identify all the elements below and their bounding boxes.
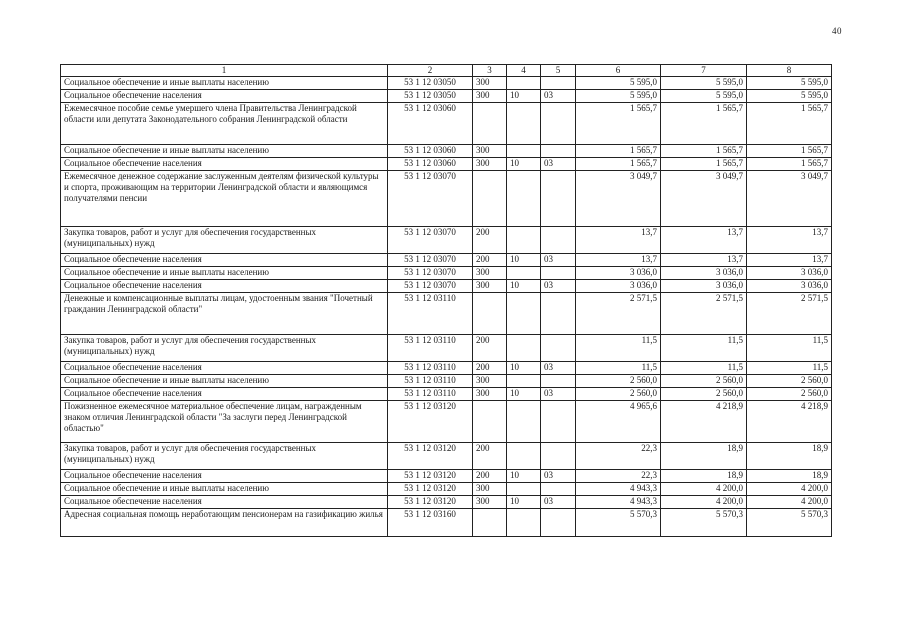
row-code-cell: 53 1 12 03160 <box>388 509 473 537</box>
row-value-col8: 5 595,0 <box>747 77 832 90</box>
row-col5-cell <box>541 267 576 280</box>
table-row <box>61 375 832 388</box>
header-col-1: 1 <box>61 65 388 77</box>
row-col3-cell: 300 <box>473 267 507 280</box>
row-value-col8: 18,9 <box>747 470 832 483</box>
row-col4-cell <box>507 483 541 496</box>
row-name-cell: Социальное обеспечение населения <box>61 470 388 483</box>
row-value-col6: 1 565,7 <box>576 158 661 171</box>
budget-table <box>60 64 832 537</box>
table-row <box>61 362 832 375</box>
row-value-col8: 11,5 <box>747 362 832 375</box>
row-col5-cell <box>541 145 576 158</box>
row-name-cell: Денежные и компенсационные выплаты лицам, удостоенным звания "Почетный гражданин Ленинградской области" <box>61 293 388 335</box>
row-col5-cell <box>541 171 576 227</box>
row-value-col7: 1 565,7 <box>661 145 747 158</box>
row-col5-cell <box>541 401 576 443</box>
row-col4-cell <box>507 443 541 470</box>
row-value-col6: 5 595,0 <box>576 77 661 90</box>
row-col3-cell: 300 <box>473 90 507 103</box>
row-name-cell: Пожизненное ежемесячное материальное обеспечение лицам, награжденным знаком отличия Ленинградской области "За заслуги перед Ленинградской областью" <box>61 401 388 443</box>
row-col3-cell: 300 <box>473 145 507 158</box>
row-col4-cell <box>507 267 541 280</box>
row-value-col8: 3 036,0 <box>747 280 832 293</box>
row-value-col7: 11,5 <box>661 335 747 362</box>
row-value-col6: 4 943,3 <box>576 483 661 496</box>
row-name-cell: Социальное обеспечение населения <box>61 158 388 171</box>
row-col3-cell: 200 <box>473 227 507 254</box>
row-col5-cell: 03 <box>541 254 576 267</box>
row-name-cell: Социальное обеспечение и иные выплаты населению <box>61 267 388 280</box>
row-value-col7: 2 560,0 <box>661 388 747 401</box>
header-col-7: 7 <box>661 65 747 77</box>
row-value-col6: 22,3 <box>576 470 661 483</box>
row-col3-cell: 300 <box>473 388 507 401</box>
row-col3-cell <box>473 509 507 537</box>
row-col3-cell: 300 <box>473 77 507 90</box>
row-col5-cell: 03 <box>541 362 576 375</box>
row-col4-cell <box>507 293 541 335</box>
row-name-cell: Социальное обеспечение населения <box>61 388 388 401</box>
row-value-col7: 13,7 <box>661 227 747 254</box>
row-col4-cell <box>507 145 541 158</box>
table-row <box>61 483 832 496</box>
row-col4-cell: 10 <box>507 280 541 293</box>
table-row <box>61 470 832 483</box>
row-code-cell: 53 1 12 03050 <box>388 77 473 90</box>
header-col-3: 3 <box>473 65 507 77</box>
header-col-6: 6 <box>576 65 661 77</box>
row-col4-cell: 10 <box>507 496 541 509</box>
row-name-cell: Закупка товаров, работ и услуг для обеспечения государственных (муниципальных) нужд <box>61 443 388 470</box>
row-col3-cell <box>473 171 507 227</box>
row-col3-cell: 300 <box>473 280 507 293</box>
row-value-col8: 4 218,9 <box>747 401 832 443</box>
row-col3-cell: 200 <box>473 254 507 267</box>
row-name-cell: Социальное обеспечение населения <box>61 362 388 375</box>
row-value-col6: 5 595,0 <box>576 90 661 103</box>
row-value-col7: 2 571,5 <box>661 293 747 335</box>
row-code-cell: 53 1 12 03120 <box>388 483 473 496</box>
row-name-cell: Социальное обеспечение населения <box>61 254 388 267</box>
row-col4-cell: 10 <box>507 254 541 267</box>
header-col-5: 5 <box>541 65 576 77</box>
row-value-col7: 18,9 <box>661 470 747 483</box>
row-col3-cell: 200 <box>473 362 507 375</box>
row-col3-cell <box>473 103 507 145</box>
row-col5-cell <box>541 77 576 90</box>
row-value-col8: 13,7 <box>747 254 832 267</box>
row-col4-cell: 10 <box>507 90 541 103</box>
row-col4-cell <box>507 103 541 145</box>
page-number: 40 <box>832 26 842 36</box>
row-code-cell: 53 1 12 03060 <box>388 158 473 171</box>
row-col5-cell: 03 <box>541 158 576 171</box>
row-col3-cell: 300 <box>473 375 507 388</box>
row-name-cell: Адресная социальная помощь неработающим пенсионерам на газификацию жилья <box>61 509 388 537</box>
row-col4-cell <box>507 77 541 90</box>
table-row <box>61 171 832 227</box>
row-col5-cell: 03 <box>541 280 576 293</box>
row-value-col7: 3 036,0 <box>661 280 747 293</box>
row-value-col7: 5 595,0 <box>661 90 747 103</box>
header-col-4: 4 <box>507 65 541 77</box>
row-value-col8: 2 560,0 <box>747 375 832 388</box>
row-col4-cell: 10 <box>507 470 541 483</box>
table-row <box>61 509 832 537</box>
row-value-col7: 1 565,7 <box>661 158 747 171</box>
row-code-cell: 53 1 12 03060 <box>388 103 473 145</box>
row-value-col6: 11,5 <box>576 362 661 375</box>
header-col-8: 8 <box>747 65 832 77</box>
row-col5-cell <box>541 103 576 145</box>
row-value-col6: 5 570,3 <box>576 509 661 537</box>
table-row <box>61 267 832 280</box>
row-code-cell: 53 1 12 03070 <box>388 227 473 254</box>
row-name-cell: Закупка товаров, работ и услуг для обеспечения государственных (муниципальных) нужд <box>61 227 388 254</box>
table-row <box>61 443 832 470</box>
table-row <box>61 227 832 254</box>
row-value-col6: 1 565,7 <box>576 103 661 145</box>
row-value-col8: 1 565,7 <box>747 103 832 145</box>
row-col3-cell <box>473 401 507 443</box>
row-value-col8: 5 570,3 <box>747 509 832 537</box>
row-value-col8: 3 036,0 <box>747 267 832 280</box>
row-code-cell: 53 1 12 03070 <box>388 171 473 227</box>
row-value-col8: 1 565,7 <box>747 145 832 158</box>
table-row <box>61 293 832 335</box>
row-value-col6: 3 036,0 <box>576 267 661 280</box>
row-name-cell: Социальное обеспечение и иные выплаты населению <box>61 77 388 90</box>
row-value-col6: 1 565,7 <box>576 145 661 158</box>
row-col4-cell <box>507 335 541 362</box>
row-value-col6: 2 560,0 <box>576 375 661 388</box>
row-col5-cell <box>541 443 576 470</box>
row-name-cell: Закупка товаров, работ и услуг для обеспечения государственных (муниципальных) нужд <box>61 335 388 362</box>
row-value-col7: 3 049,7 <box>661 171 747 227</box>
row-value-col7: 4 218,9 <box>661 401 747 443</box>
row-code-cell: 53 1 12 03070 <box>388 280 473 293</box>
row-col4-cell <box>507 171 541 227</box>
table-row <box>61 77 832 90</box>
row-col5-cell <box>541 293 576 335</box>
row-value-col6: 2 571,5 <box>576 293 661 335</box>
row-col4-cell <box>507 227 541 254</box>
row-value-col8: 18,9 <box>747 443 832 470</box>
table-row <box>61 280 832 293</box>
row-value-col6: 4 965,6 <box>576 401 661 443</box>
row-name-cell: Социальное обеспечение населения <box>61 90 388 103</box>
row-col3-cell: 300 <box>473 158 507 171</box>
table-row <box>61 254 832 267</box>
row-code-cell: 53 1 12 03110 <box>388 362 473 375</box>
table-row <box>61 496 832 509</box>
row-value-col7: 11,5 <box>661 362 747 375</box>
table-row <box>61 158 832 171</box>
row-name-cell: Социальное обеспечение и иные выплаты населению <box>61 375 388 388</box>
row-value-col7: 5 570,3 <box>661 509 747 537</box>
row-col4-cell <box>507 509 541 537</box>
row-value-col6: 11,5 <box>576 335 661 362</box>
row-col5-cell: 03 <box>541 388 576 401</box>
row-code-cell: 53 1 12 03110 <box>388 388 473 401</box>
row-col3-cell: 200 <box>473 470 507 483</box>
row-value-col6: 4 943,3 <box>576 496 661 509</box>
row-col4-cell <box>507 401 541 443</box>
row-name-cell: Ежемесячное денежное содержание заслуженным деятелям физической культуры и спорта, проживающим на территории Ленинградской области и являющимся получателями пенсии <box>61 171 388 227</box>
table-row <box>61 335 832 362</box>
row-col3-cell: 200 <box>473 443 507 470</box>
row-value-col7: 2 560,0 <box>661 375 747 388</box>
row-value-col7: 1 565,7 <box>661 103 747 145</box>
row-value-col6: 3 049,7 <box>576 171 661 227</box>
row-code-cell: 53 1 12 03110 <box>388 375 473 388</box>
row-name-cell: Социальное обеспечение и иные выплаты населению <box>61 483 388 496</box>
row-value-col8: 4 200,0 <box>747 496 832 509</box>
row-value-col8: 2 571,5 <box>747 293 832 335</box>
row-col5-cell: 03 <box>541 496 576 509</box>
row-value-col7: 5 595,0 <box>661 77 747 90</box>
row-col3-cell: 300 <box>473 483 507 496</box>
row-code-cell: 53 1 12 03110 <box>388 335 473 362</box>
header-col-2: 2 <box>388 65 473 77</box>
row-value-col6: 13,7 <box>576 254 661 267</box>
row-value-col6: 3 036,0 <box>576 280 661 293</box>
row-value-col8: 11,5 <box>747 335 832 362</box>
row-col5-cell: 03 <box>541 470 576 483</box>
row-col4-cell <box>507 375 541 388</box>
row-value-col8: 4 200,0 <box>747 483 832 496</box>
row-code-cell: 53 1 12 03120 <box>388 496 473 509</box>
table-body <box>61 77 832 537</box>
row-value-col6: 2 560,0 <box>576 388 661 401</box>
row-code-cell: 53 1 12 03070 <box>388 254 473 267</box>
row-col5-cell <box>541 335 576 362</box>
row-value-col8: 13,7 <box>747 227 832 254</box>
row-col5-cell <box>541 483 576 496</box>
row-code-cell: 53 1 12 03120 <box>388 401 473 443</box>
row-value-col7: 18,9 <box>661 443 747 470</box>
row-code-cell: 53 1 12 03120 <box>388 470 473 483</box>
row-code-cell: 53 1 12 03110 <box>388 293 473 335</box>
row-value-col8: 1 565,7 <box>747 158 832 171</box>
row-col5-cell <box>541 509 576 537</box>
row-value-col8: 5 595,0 <box>747 90 832 103</box>
row-name-cell: Социальное обеспечение населения <box>61 496 388 509</box>
row-col4-cell: 10 <box>507 362 541 375</box>
table-row <box>61 388 832 401</box>
table-row <box>61 401 832 443</box>
row-value-col7: 4 200,0 <box>661 496 747 509</box>
row-col5-cell <box>541 227 576 254</box>
table-row <box>61 103 832 145</box>
row-name-cell: Социальное обеспечение и иные выплаты населению <box>61 145 388 158</box>
row-value-col8: 3 049,7 <box>747 171 832 227</box>
row-value-col6: 22,3 <box>576 443 661 470</box>
row-name-cell: Ежемесячное пособие семье умершего члена Правительства Ленинградской области или депутата Законодательного собрания Ленинградской области <box>61 103 388 145</box>
row-name-cell: Социальное обеспечение населения <box>61 280 388 293</box>
row-col3-cell: 200 <box>473 335 507 362</box>
row-col3-cell: 300 <box>473 496 507 509</box>
row-col5-cell: 03 <box>541 90 576 103</box>
table-header-row <box>61 65 832 77</box>
table-row <box>61 145 832 158</box>
row-col5-cell <box>541 375 576 388</box>
row-col3-cell <box>473 293 507 335</box>
row-col4-cell: 10 <box>507 388 541 401</box>
row-value-col6: 13,7 <box>576 227 661 254</box>
row-code-cell: 53 1 12 03120 <box>388 443 473 470</box>
row-value-col7: 4 200,0 <box>661 483 747 496</box>
row-value-col8: 2 560,0 <box>747 388 832 401</box>
row-col4-cell: 10 <box>507 158 541 171</box>
row-value-col7: 13,7 <box>661 254 747 267</box>
table-row <box>61 90 832 103</box>
row-code-cell: 53 1 12 03060 <box>388 145 473 158</box>
row-value-col7: 3 036,0 <box>661 267 747 280</box>
row-code-cell: 53 1 12 03050 <box>388 90 473 103</box>
row-code-cell: 53 1 12 03070 <box>388 267 473 280</box>
